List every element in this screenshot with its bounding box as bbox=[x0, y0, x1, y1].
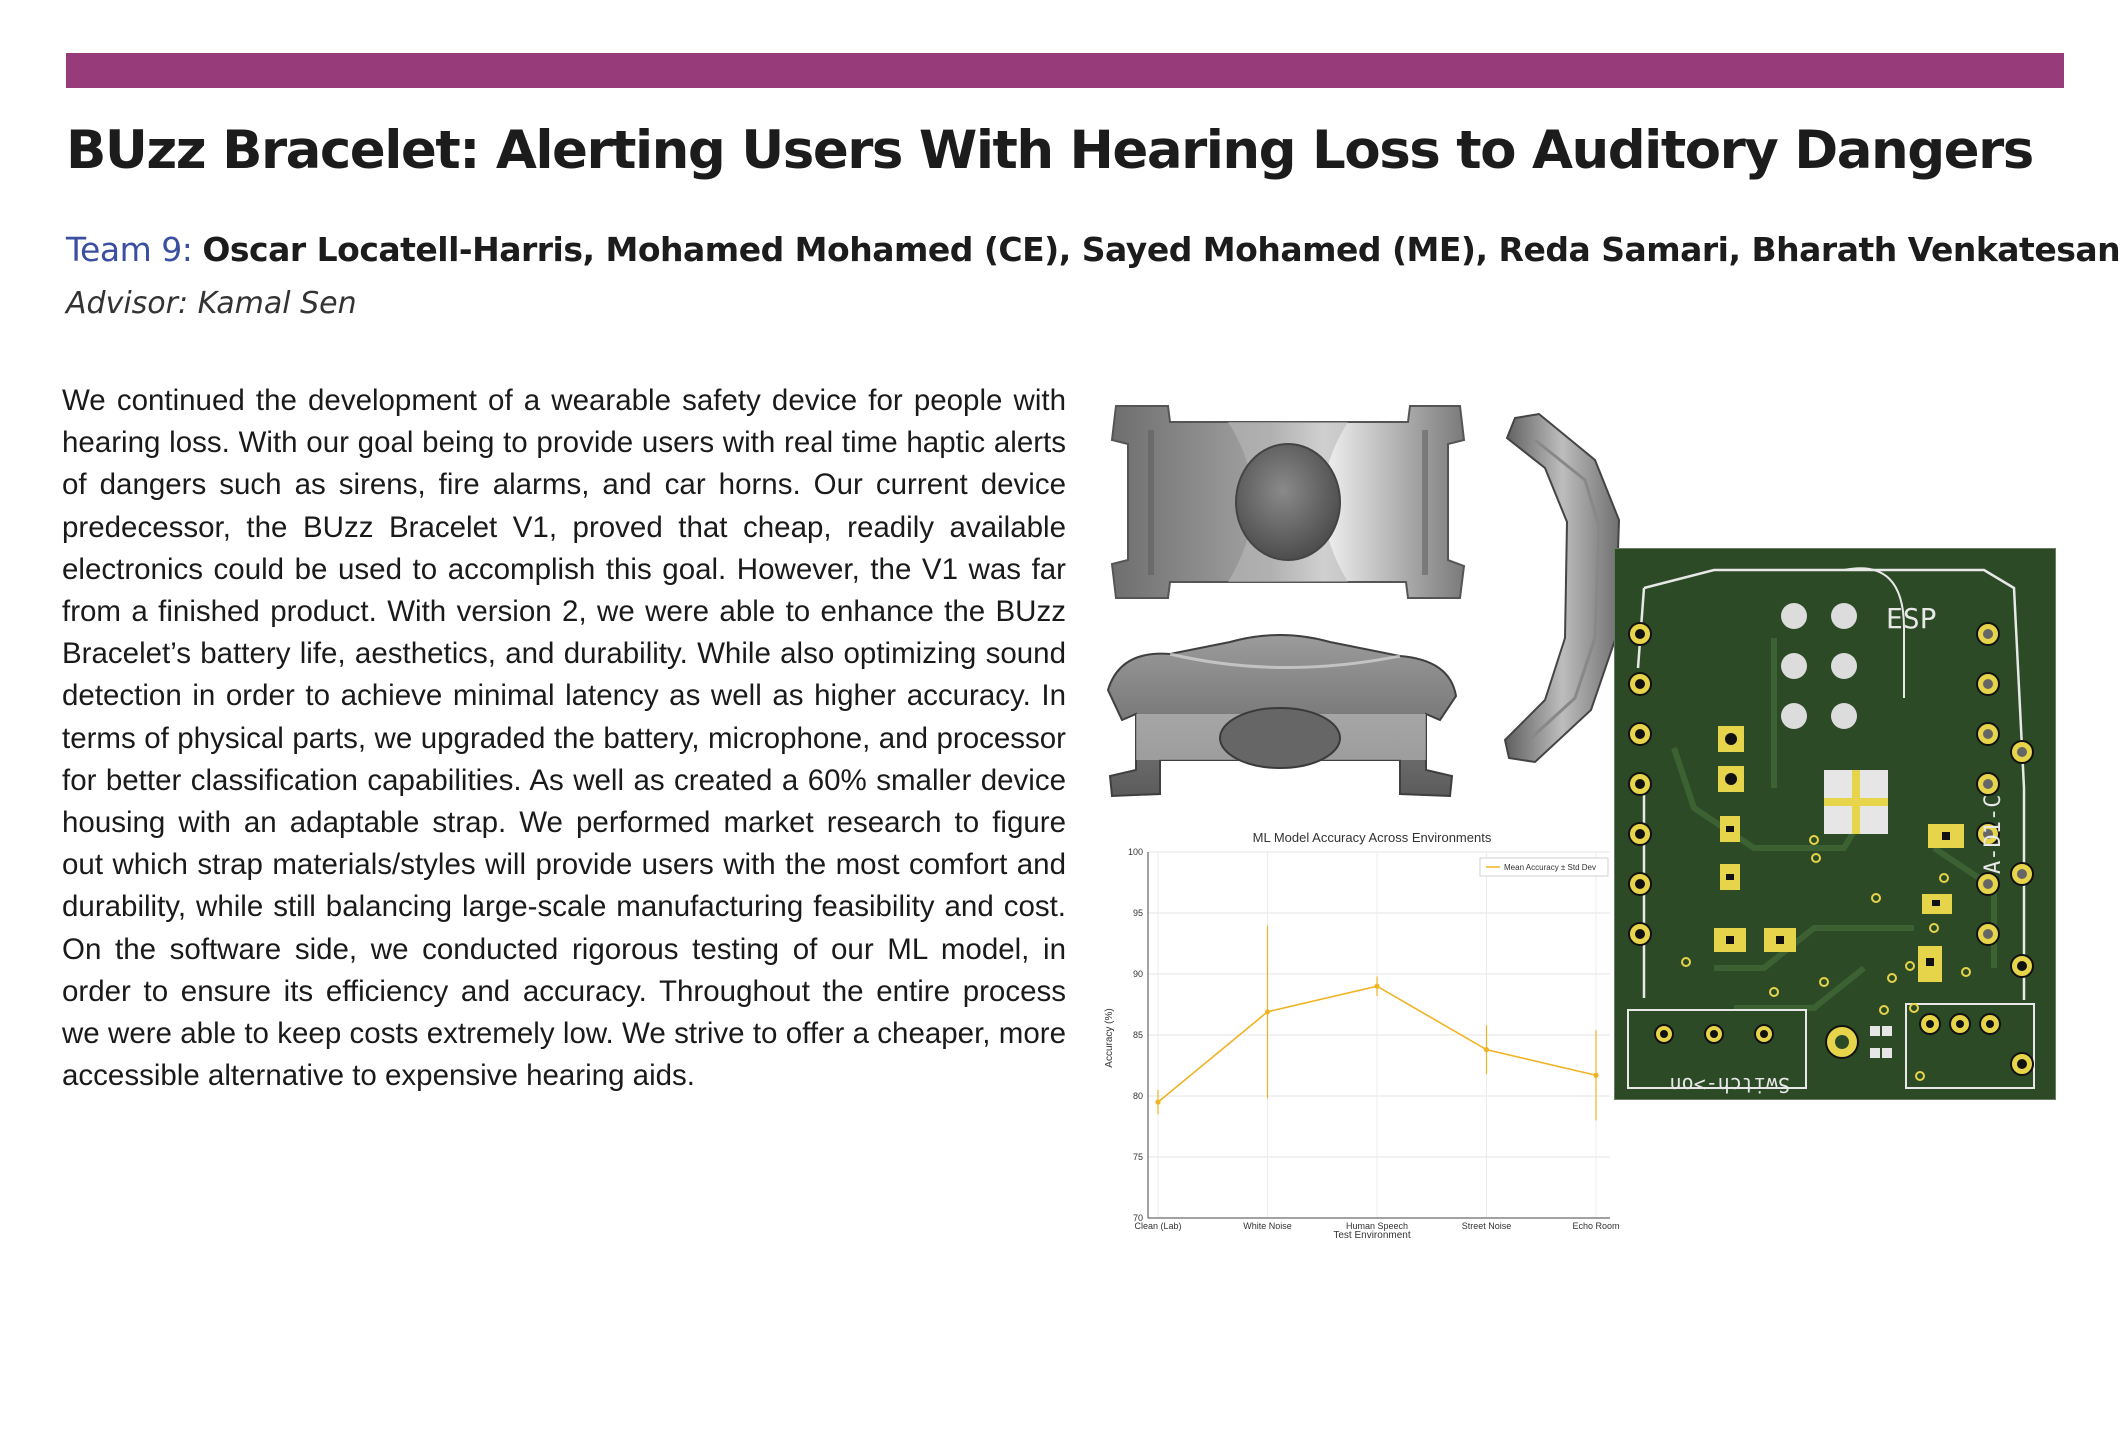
housing-render-side bbox=[1495, 410, 1625, 770]
accent-bar bbox=[66, 53, 2064, 88]
chart-y-tick-label: 95 bbox=[1132, 908, 1143, 918]
chart-y-tick-label: 90 bbox=[1132, 969, 1143, 979]
legend-label: Mean Accuracy ± Std Dev bbox=[1504, 863, 1596, 872]
poster-title: BUzz Bracelet: Alerting Users With Hearing Loss to Auditory Dangers bbox=[66, 120, 2033, 181]
abstract-text: We continued the development of a wearable safety device for people with hearing loss. With our goal being to provide users with real time haptic alerts of dangers such as sirens, fire alarms, and car horns. Our current device predecessor, the BUzz Bracelet V1, proved that cheap, readily available electronics could be used to accomplish this goal. However, the V1 was far from a finished product. With version 2, we were able to enhance the BUzz Bracelet’s battery life, aesthetics, and durability. While also optimizing sound detection in order to achieve minimal latency as well as higher accuracy. In terms of physical parts, we upgraded the battery, microphone, and processor for better classification capabilities. As well as created a 60% smaller device housing with an adaptable strap. We performed market research to figure out which strap materials/styles will provide users with the most comfort and durability, while still balancing large-scale manufacturing feasibility and cost. On the software side, we conducted rigorous testing of our ML model, in order to ensure its efficiency and accuracy. Throughout the entire process we were able to keep costs extremely low. We strive to offer a cheaper, more accessible alternative to expensive hearing aids. bbox=[62, 384, 1066, 1093]
chart-y-tick-label: 100 bbox=[1127, 847, 1143, 857]
chart-data-point bbox=[1484, 1047, 1489, 1052]
team-label: Team 9: bbox=[66, 230, 193, 269]
chart-x-tick-label: White Noise bbox=[1243, 1221, 1292, 1231]
chart-y-tick-label: 85 bbox=[1132, 1030, 1143, 1040]
chart-data-point bbox=[1155, 1100, 1160, 1105]
chart-x-axis-label: Test Environment bbox=[1333, 1230, 1411, 1241]
pcb-header-pads bbox=[1920, 1014, 2000, 1034]
chart-data-point bbox=[1593, 1073, 1598, 1078]
team-line bbox=[66, 230, 2120, 269]
chart-x-tick-label: Echo Room bbox=[1572, 1221, 1620, 1231]
housing-render-top bbox=[1108, 400, 1468, 610]
advisor: Advisor: Kamal Sen bbox=[66, 286, 357, 321]
chart-y-tick-label: 75 bbox=[1132, 1152, 1143, 1162]
pcb-layout bbox=[1614, 548, 2056, 1100]
chart-y-tick-label: 80 bbox=[1132, 1091, 1143, 1101]
chart-grid bbox=[1148, 852, 1610, 1218]
chart-data-point bbox=[1374, 984, 1379, 989]
chart-tick-labels bbox=[1128, 847, 1620, 1231]
chart-x-tick-label: Street Noise bbox=[1461, 1221, 1512, 1231]
chart-legend bbox=[1480, 858, 1608, 876]
chart-data-point bbox=[1265, 1009, 1270, 1014]
chart-title: ML Model Accuracy Across Environments bbox=[1252, 830, 1492, 845]
housing-render-angled bbox=[1100, 620, 1460, 800]
chart-x-tick-label: Human Speech bbox=[1345, 1221, 1409, 1231]
pcb-switch-label: Switch->on bbox=[1669, 1073, 1790, 1097]
chart-y-axis-label: Accuracy (%) bbox=[1104, 1008, 1115, 1068]
accuracy-chart bbox=[1100, 822, 1620, 1242]
team-members: Oscar Locatell-Harris, Mohamed Mohamed (CE), Sayed Mohamed (ME), Reda Samari, Bharath Venkatesan bbox=[202, 230, 2121, 269]
pcb-esp-label: ESP bbox=[1886, 602, 1937, 635]
pcb-side-label: A-D1-C bbox=[1981, 794, 2006, 874]
chart-x-tick-label: Clean (Lab) bbox=[1134, 1221, 1182, 1231]
chart-y-tick-label: 70 bbox=[1132, 1213, 1143, 1223]
